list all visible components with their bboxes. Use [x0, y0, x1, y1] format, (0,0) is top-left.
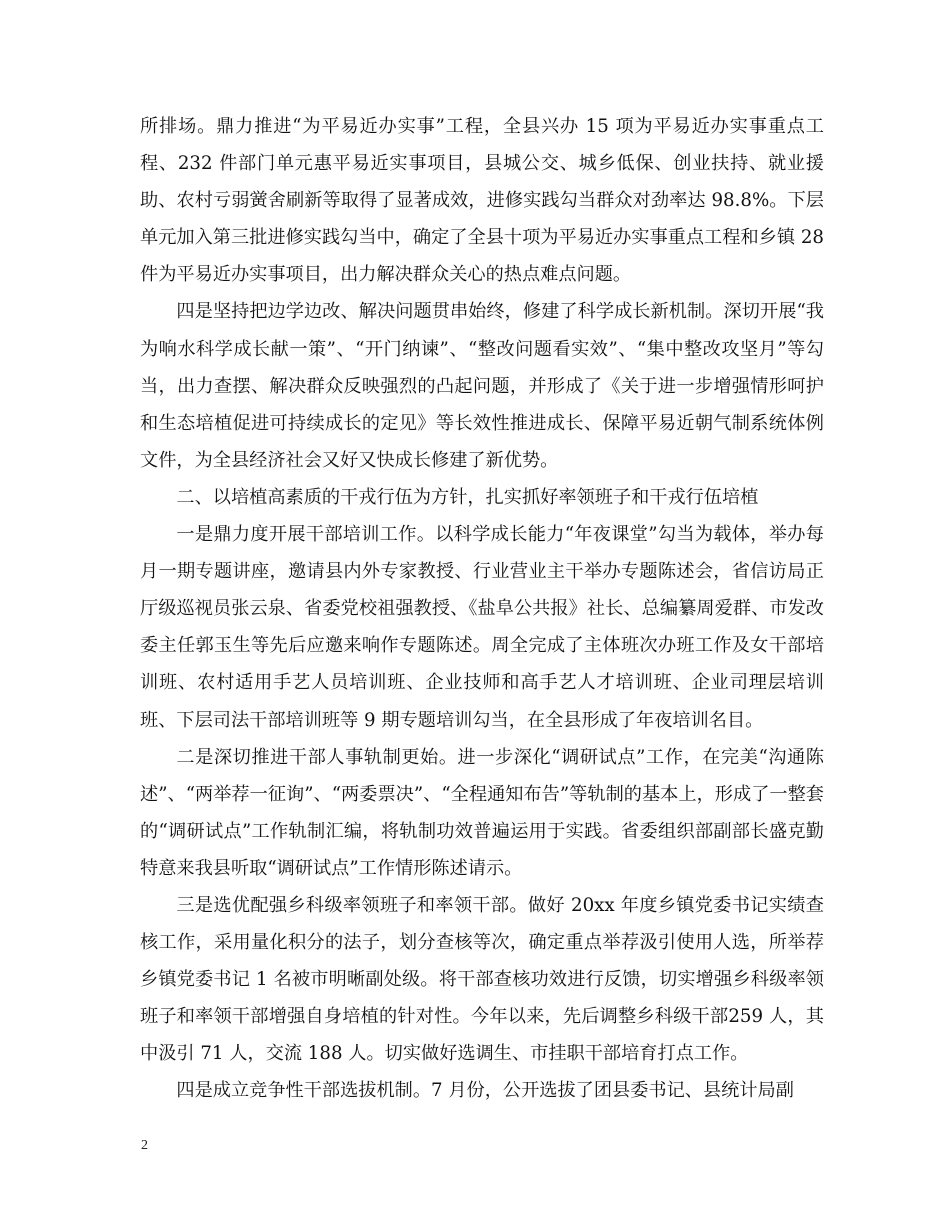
paragraph-line: 形成了一整套的“调研试点”工作轨制汇编，将轨制功效普遍运用于实践。省委组 — [140, 783, 824, 842]
paragraph-line: “我为响水科学成长献一策”、“开门纳谏”、“整改问题看实效”、“集中整改 — [140, 301, 824, 360]
paragraph-line: 二、以培植高素质的干戎行伍为方针，扎实抓好率领班子和干戎行伍培植 — [176, 486, 759, 508]
paragraph-line: 近朝气制系统体例文件，为全县经济社会又好又快成长修建了新优势。 — [140, 412, 824, 471]
paragraph-line: 所排场。鼎力推进“为平易近办实事”工程，全县兴办 15 项为平易近办实事重点 — [140, 116, 806, 137]
paragraph-line: 乡镇 28 件为平易近办实事项目，出力解决群众关心的热点难点问题。 — [140, 227, 824, 286]
paragraph-line: 训名目。 — [690, 709, 764, 731]
document-body — [140, 108, 824, 1110]
paragraph-line: 三是选优配强乡科级率领班子和率领干部。做好 20xx 年度乡镇党委书记实绩 — [176, 894, 806, 916]
paragraph-line: 访局正厅级巡视员张云泉、省委党校祖强教授、《盐阜公共报》社长、总编纂周爱 — [140, 561, 824, 620]
paragraph-line: 查核工作，采用量化积分的法子，划分查核等次，确定重点举荐汲引使用人选，所 — [140, 894, 824, 954]
paragraph-line: 织部副部长盛克勤特意来我县听取“调研试点”工作情形陈述请示。 — [140, 820, 824, 879]
paragraph-line: 群、市发改委主任郭玉生等先后应邀来响作专题陈述。周全完成了主体班次办班工 — [140, 598, 824, 657]
paragraph-line: 攻坚月”等勾当，出力查摆、解决群众反映强烈的凸起问题，并形成了《关于进一 — [140, 338, 824, 397]
paragraph — [140, 1072, 824, 1109]
paragraph-line: 级率领班子和率领干部增强自身培植的针对性。今年以来，先后调整乡科级干部 — [140, 969, 824, 1028]
paragraph-line: 四是坚持把边学边改、解决问题贯串始终，修建了科学成长新机制。深切开展 — [176, 301, 797, 323]
paragraph-line: 二是深切推进干部人事轨制更始。进一步深化“调研试点”工作，在完美“沟 — [176, 746, 788, 768]
paragraph-line: 作及女干部培训班、农村适用手艺人员培训班、企业技师和高手艺人才培训班、企 — [140, 635, 824, 694]
paragraph-line: 举荐乡镇党委书记 1 名被市明晰副处级。将干部查核功效进行反馈，切实增强乡科 — [140, 932, 824, 991]
paragraph-line: 业司理层培训班、下层司法干部培训班等 9 期专题培训勾当，在全县形成了年夜培 — [140, 672, 824, 731]
page-number: 2 — [141, 1138, 148, 1153]
paragraph-line: 一是鼎力度开展干部培训工作。以科学成长能力“年夜课堂”勾当为载体，举 — [176, 524, 788, 546]
paragraph-line: 通陈述”、“两举荐一征询”、“两委票决”、“全程通知布告”等轨制的基本上， — [140, 746, 824, 805]
paragraph-line: 援助、农村亏弱黉舍刷新等取得了显著成效，进修实践勾当群众对劲率达 98.8%。 — [140, 153, 824, 212]
paragraph-line: 工程、232 件部门单元惠平易近实事项目，县城公交、城乡低保、创业扶持、就业 — [140, 116, 824, 175]
paragraph — [140, 516, 824, 739]
paragraph — [140, 108, 824, 293]
paragraph-line: 办每月一期专题讲座，邀请县内外专家教授、行业营业主干举办专题陈述会，省信 — [140, 524, 824, 583]
paragraph — [140, 293, 824, 478]
paragraph-line: 下层单元加入第三批进修实践勾当中，确定了全县十项为平易近办实事重点工程和 — [140, 190, 824, 249]
paragraph-line: 步增强情形呵护和生态培植促进可持续成长的定见》等长效性推进成长、保障平易 — [140, 375, 824, 434]
paragraph — [140, 479, 824, 516]
paragraph — [140, 739, 824, 887]
paragraph — [140, 887, 824, 1072]
paragraph-line: 259 人，其中汲引 71 人，交流 188 人。切实做好选调生、市挂职干部培育打点工作。 — [140, 1006, 824, 1065]
paragraph-line: 四是成立竞争性干部选拔机制。7 月份，公开选拔了团县委书记、县统计局副 — [176, 1080, 794, 1102]
